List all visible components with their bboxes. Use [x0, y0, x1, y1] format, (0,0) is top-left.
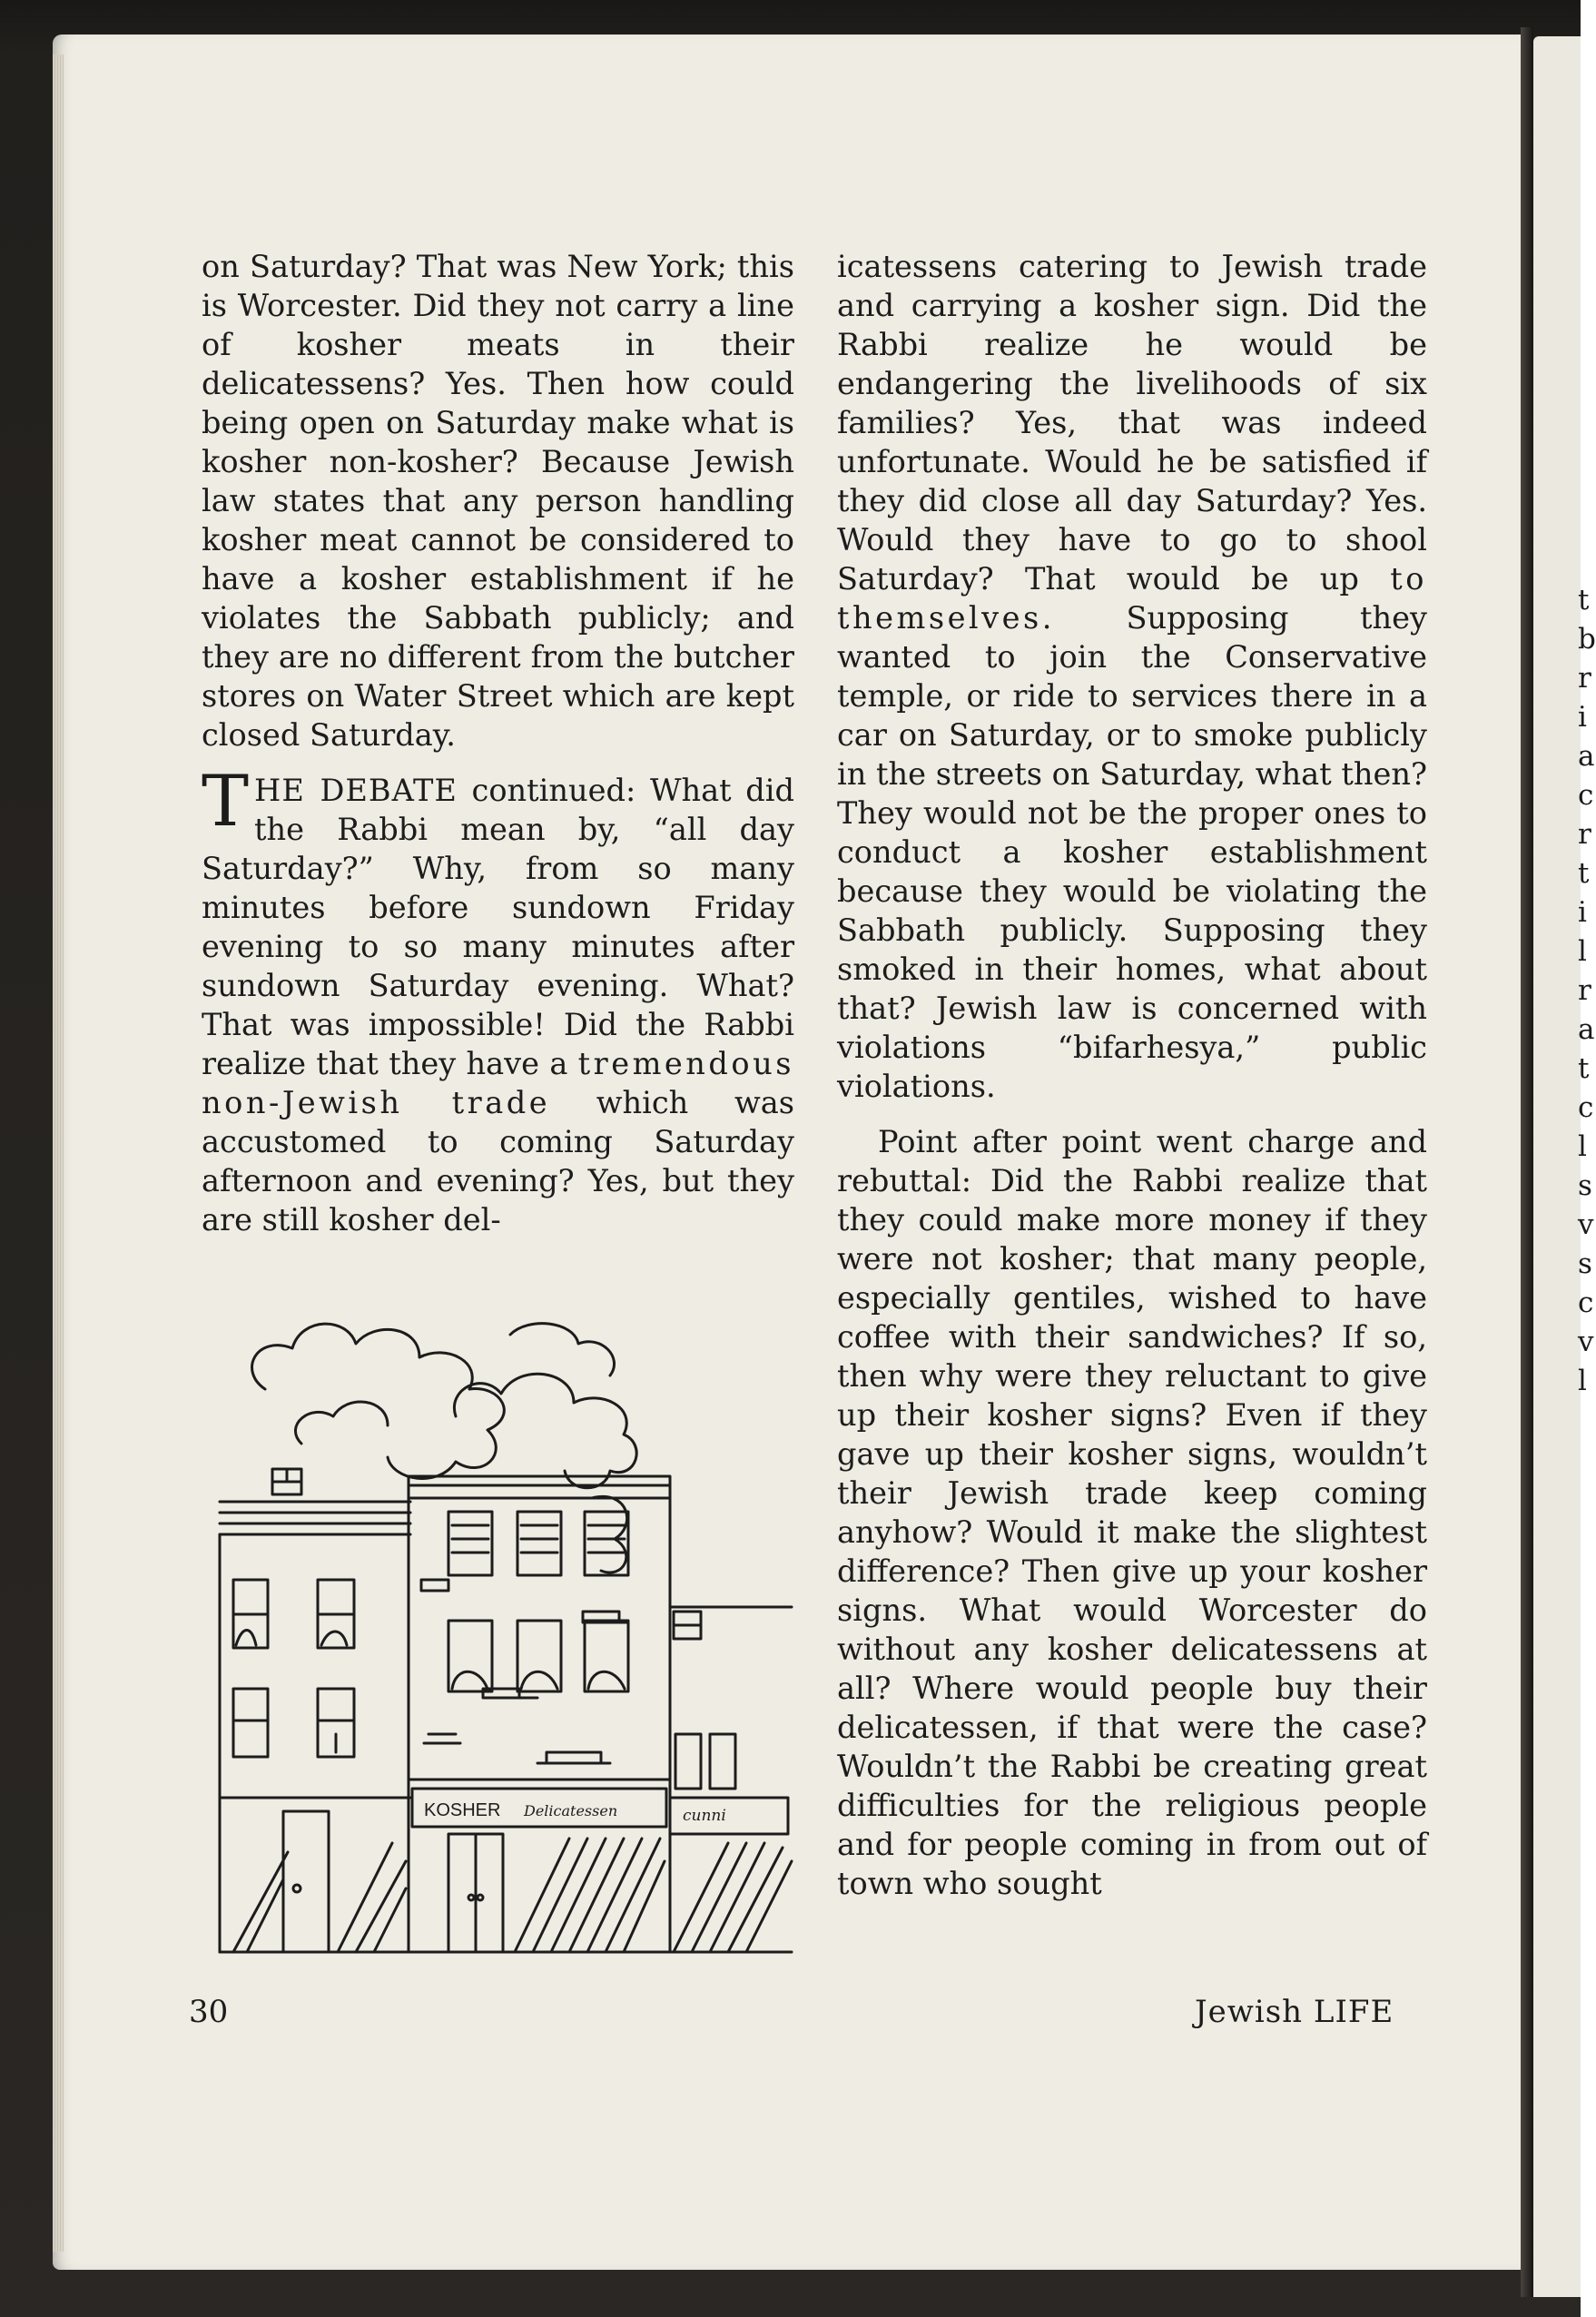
smoke-cloud	[510, 1324, 615, 1375]
facing-page-letter: r	[1578, 818, 1591, 851]
facing-page-letter: r	[1578, 662, 1591, 695]
left-paragraph-2	[202, 761, 794, 1239]
facing-page-letters	[1578, 581, 1596, 1401]
facing-page-letter: v	[1578, 1208, 1594, 1241]
facing-page-letter: t	[1578, 857, 1590, 890]
right-column	[837, 247, 1427, 1903]
left-paragraph-1: on Saturday? That was New York; this is Worcester. Did they not carry a line of kosher meats in their delicatessens? Yes. Then how could being open on Saturday make what is kosher non-kosher? Because Jewish law states that any person handling kosher meat cannot be considered to have a kosher establishment if he violates the Sabbath publicly; and they are no different from the butcher stores on Water Street which are kept closed Saturday.	[202, 249, 794, 753]
page-stack-edge	[53, 54, 64, 2252]
right-paragraph-2: Point after point went charge and rebuttal: Did the Rabbi realize that they could make more money if they were not kosher; that many people, especially gentiles, wished to have coffee with their sandwiches? If so, then why were they reluctant to give up their kosher signs? Even if they gave up their kosher signs, wouldn’t their Jewish trade keep coming anyhow? Would it make the slightest difference? Then give up your kosher signs. What would Worcester do without any kosher delicatessens at all? Where would people buy their delicatessen, if that were the case? Wouldn’t the Rabbi be creating great difficulties for the religious people and for people coming in from out of town who sought	[837, 1124, 1427, 1901]
book-gutter	[1521, 27, 1533, 2297]
facing-page-letter: l	[1578, 935, 1587, 968]
right-paragraph-1	[837, 247, 1427, 1106]
facing-page-letter: s	[1578, 1247, 1592, 1280]
facing-page-letter: t	[1578, 1052, 1590, 1085]
smoke-cloud	[454, 1374, 636, 1488]
facing-page-letter: a	[1578, 740, 1595, 773]
facing-page-edge	[1533, 36, 1581, 2297]
smoke-cloud	[295, 1402, 388, 1444]
left-column	[202, 247, 794, 1239]
section-heading: HE DEBATE	[254, 773, 458, 808]
page-number: 30	[189, 1994, 229, 2030]
right-spaced-text: to themselves.	[837, 561, 1427, 636]
facing-page-letter: b	[1578, 623, 1596, 656]
side-shop-sign: cunni	[683, 1807, 726, 1825]
delicatessen-sign-script: Delicatessen	[524, 1802, 618, 1819]
facing-page-letter: r	[1578, 974, 1591, 1007]
facing-page-letter: c	[1578, 1091, 1594, 1124]
facing-page-letter: l	[1578, 1130, 1587, 1163]
facing-page-letter: v	[1578, 1326, 1594, 1358]
facing-page-letter: c	[1578, 1287, 1594, 1319]
left-paragraph-2-text: continued: What did the Rabbi mean by, “all day Saturday?” Why, from so many minutes before sundown Friday evening to so many minutes after sundown Saturday evening. What? That was impossible! Did the Rabbi realize that they have a	[202, 773, 794, 1081]
facing-page-letter: c	[1578, 779, 1594, 812]
left-paragraph-2-end: which was accustomed to coming Saturday afternoon and evening? Yes, but they are still kosher del-	[202, 1085, 794, 1237]
facing-page-letter: s	[1578, 1169, 1592, 1202]
drop-cap: T	[202, 761, 250, 843]
facing-page-letter: i	[1578, 701, 1587, 734]
right-paragraph-1a: icatessens catering to Jewish trade and carrying a kosher sign. Did the Rabbi realize he would be endangering the livelihoods of six families? Yes, that was indeed unfortunate. Would he be satisfied if they did close all day Saturday? Yes. Would they have to go to shool Saturday? That would be up	[837, 249, 1427, 597]
magazine-title: Jewish LIFE	[1195, 1994, 1394, 2030]
smoke-cloud	[252, 1324, 505, 1478]
facing-page-letter: i	[1578, 896, 1587, 929]
facing-page-letter: t	[1578, 584, 1590, 616]
kosher-sign: KOSHER	[424, 1800, 501, 1820]
facing-page-letter: a	[1578, 1013, 1595, 1046]
facing-page-letter: l	[1578, 1365, 1587, 1397]
delicatessen-illustration	[211, 1307, 801, 1961]
right-paragraph-1b: Supposing they wanted to join the Conservative temple, or ride to services there in a car on Saturday, or to smoke publicly in the streets on Saturday, what then? They would not be the proper ones to conduct a kosher establishment because they would be violating the Sabbath publicly. Supposing they smoked in their homes, what about that? Jewish law is concerned with violations “bifarhesya,” public violations.	[837, 600, 1427, 1104]
left-spaced-text: tremendous non-Jewish trade	[202, 1046, 794, 1120]
